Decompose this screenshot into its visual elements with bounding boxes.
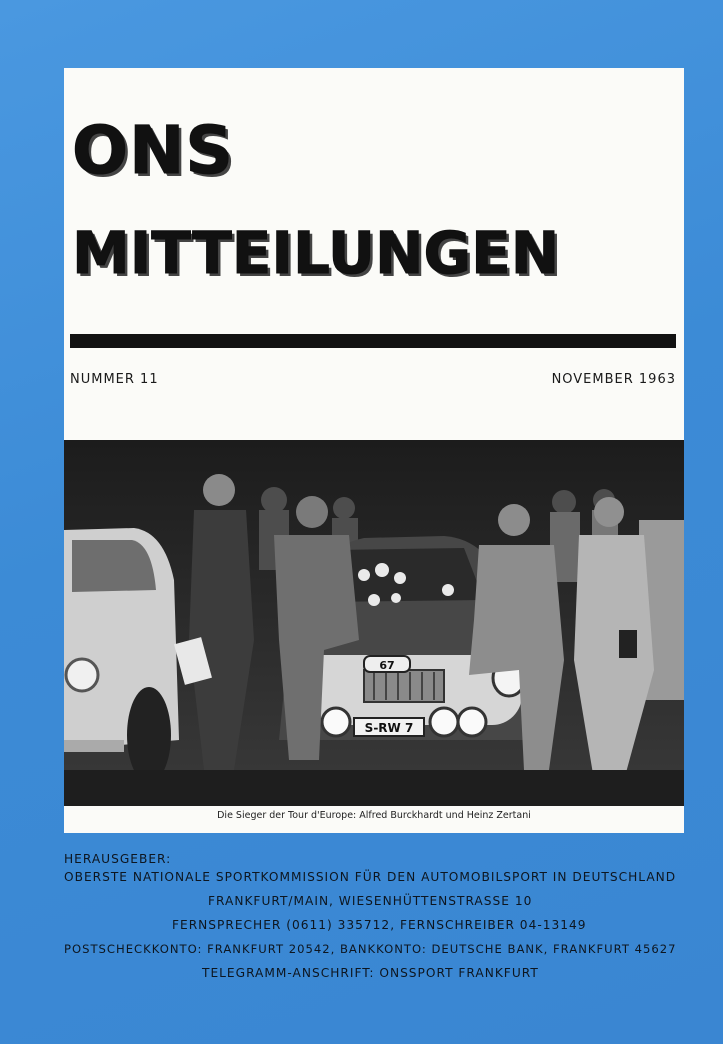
photo-caption: Die Sieger der Tour d'Europe: Alfred Burckhardt und Heinz Zertani [217, 810, 531, 821]
license-plate-text: S-RW 7 [364, 721, 414, 735]
imprint-heading: HERAUSGEBER: [64, 852, 172, 866]
rally-winners-photo [64, 440, 684, 806]
parked-car [64, 528, 179, 783]
title-rule [70, 334, 676, 348]
imprint-bank: POSTSCHECKKONTO: FRANKFURT 20542, BANKKONTO: DEUTSCHE BANK, FRANKFURT 45627 [64, 942, 677, 956]
imprint-address: FRANKFURT/MAIN, WIESENHÜTTENSTRASSE 10 [208, 894, 533, 908]
imprint-organization: OBERSTE NATIONALE SPORTKOMMISSION FÜR DEN AUTOMOBILSPORT IN DEUTSCHLAND [64, 870, 677, 884]
cover-photo [64, 440, 684, 806]
imprint-telegram: TELEGRAMM-ANSCHRIFT: ONSSPORT FRANKFURT [202, 966, 539, 980]
magazine-title-line1: ONS [72, 112, 234, 189]
cover-panel [64, 68, 684, 833]
start-number-text: 67 [379, 659, 395, 672]
issue-number: NUMMER 11 [70, 372, 159, 387]
magazine-title-line2: MITTEILUNGEN [72, 219, 560, 287]
issue-date: NOVEMBER 1963 [551, 372, 676, 387]
imprint-phone: FERNSPRECHER (0611) 335712, FERNSCHREIBER 04-13149 [172, 918, 587, 932]
